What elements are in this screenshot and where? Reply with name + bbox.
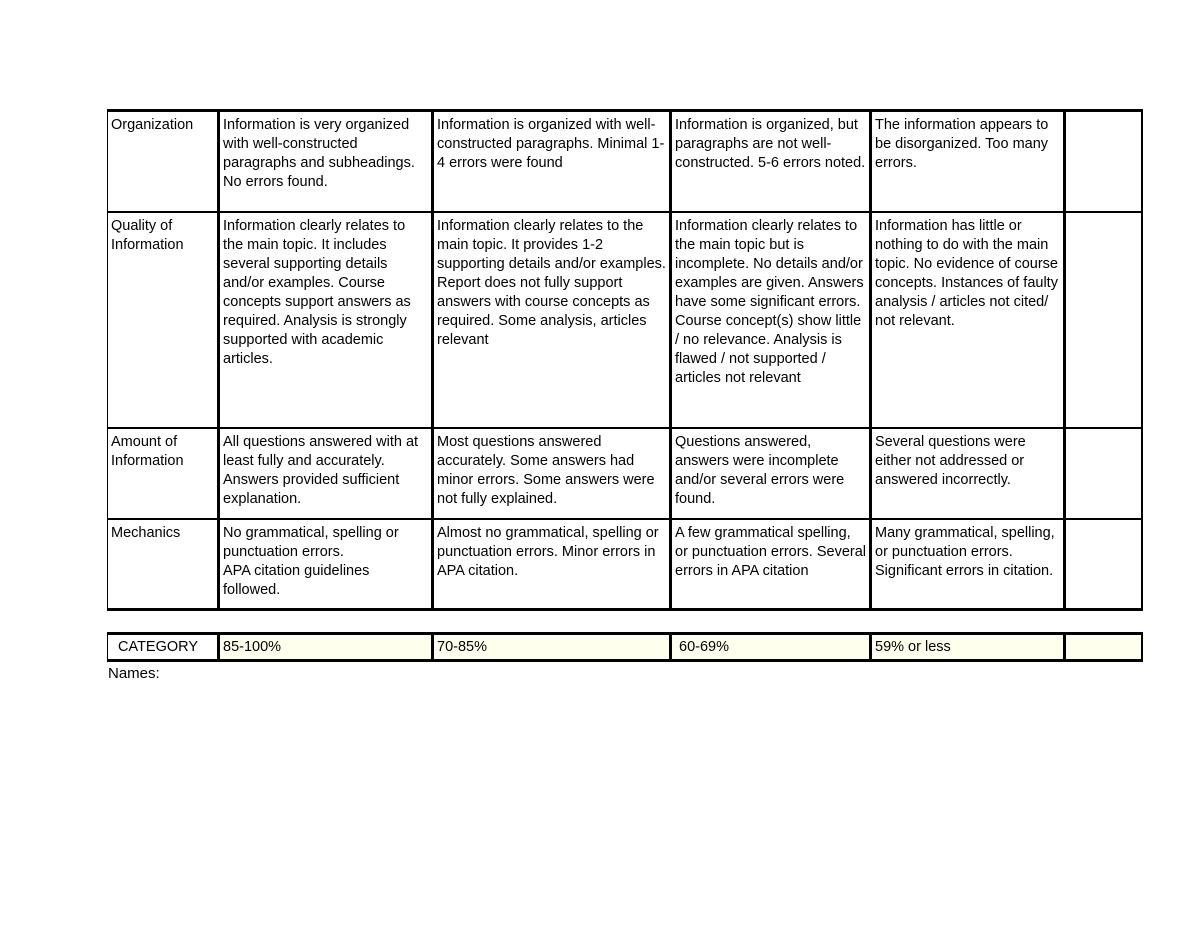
- poor-criteria-cell: Many grammatical, spelling, or punctuation errors. Significant errors in citation.: [871, 519, 1065, 610]
- rubric-row-mechanics: [108, 519, 1142, 610]
- row-category-cell: Amount of Information: [108, 428, 219, 519]
- names-label: Names:: [108, 665, 160, 682]
- poor-criteria-cell: Information has little or nothing to do with the main topic. No evidence of course concepts. Instances of faulty analysis / articles not cited/ not relevant.: [871, 212, 1065, 428]
- good-criteria-cell: Almost no grammatical, spelling or punctuation errors. Minor errors in APA citation.: [433, 519, 671, 610]
- score-header-cell: [1065, 634, 1142, 661]
- excellent-criteria-cell: [219, 519, 433, 610]
- poor-criteria-cell: Several questions were either not addressed or answered incorrectly.: [871, 428, 1065, 519]
- category-header-table: [107, 632, 1143, 662]
- fair-criteria-cell: Information is organized, but paragraphs are not well-constructed. 5-6 errors noted.: [671, 111, 871, 212]
- row-category-cell: Organization: [108, 111, 219, 212]
- excellent-criteria-cell: Information is very organized with well-constructed paragraphs and subheadings. No errors found.: [219, 111, 433, 212]
- fair-range-label: 60-69%: [671, 634, 871, 661]
- score-cell: [1065, 519, 1142, 610]
- good-criteria-cell: Information clearly relates to the main topic. It provides 1-2 supporting details and/or examples. Report does not fully support answers with course concepts as required. Some analysis, articles relevant: [433, 212, 671, 428]
- score-cell: [1065, 212, 1142, 428]
- rubric-table: [107, 109, 1143, 611]
- good-range-label: 70-85%: [433, 634, 671, 661]
- category-label: CATEGORY: [108, 634, 219, 661]
- fair-criteria-cell: A few grammatical spelling, or punctuation errors. Several errors in APA citation: [671, 519, 871, 610]
- row-category-cell: Mechanics: [108, 519, 219, 610]
- fair-criteria-cell: Information clearly relates to the main topic but is incomplete. No details and/or examples are given. Answers have some significant errors. Course concept(s) show little / no relevance. Analysis is flawed / not supported / articles not relevant: [671, 212, 871, 428]
- row-category-cell: Quality of Information: [108, 212, 219, 428]
- rubric-row-organization: [108, 111, 1142, 212]
- score-cell: [1065, 111, 1142, 212]
- good-criteria-cell: Information is organized with well-constructed paragraphs. Minimal 1-4 errors were found: [433, 111, 671, 212]
- excellent-criteria-cell: Information clearly relates to the main topic. It includes several supporting details and/or examples. Course concepts support answers as required. Analysis is strongly supported with academic articles.: [219, 212, 433, 428]
- excellent-range-label: 85-100%: [219, 634, 433, 661]
- poor-criteria-cell: The information appears to be disorganized. Too many errors.: [871, 111, 1065, 212]
- score-cell: [1065, 428, 1142, 519]
- category-header-row: [108, 634, 1142, 661]
- fair-criteria-cell: Questions answered, answers were incomplete and/or several errors were found.: [671, 428, 871, 519]
- rubric-row-quality: [108, 212, 1142, 428]
- good-criteria-cell: Most questions answered accurately. Some answers had minor errors. Some answers were not fully explained.: [433, 428, 671, 519]
- excellent-criteria-line: No grammatical, spelling or punctuation errors. APA citation guidelines followed.: [223, 524, 399, 598]
- poor-range-label: 59% or less: [871, 634, 1065, 661]
- rubric-row-amount: [108, 428, 1142, 519]
- excellent-criteria-cell: All questions answered with at least fully and accurately. Answers provided sufficient explanation.: [219, 428, 433, 519]
